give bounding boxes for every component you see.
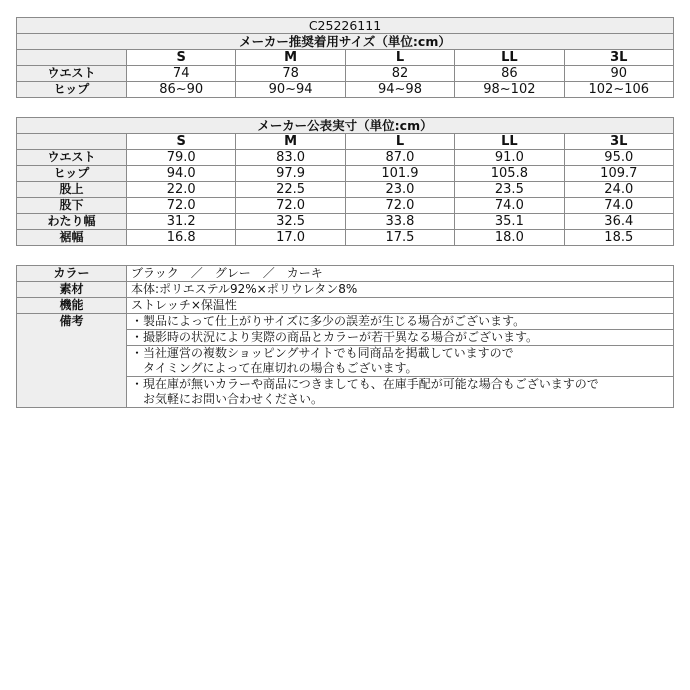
- cell-value: 87.0: [345, 150, 454, 166]
- info-row-color: [17, 266, 674, 282]
- cell-value: 18.0: [455, 230, 564, 246]
- size-header: M: [236, 134, 345, 150]
- actual-size-title: メーカー公表実寸（単位:cm）: [17, 118, 674, 134]
- note-block: [127, 346, 674, 377]
- cell-value: 94~98: [345, 82, 454, 98]
- cell-value: 91.0: [455, 150, 564, 166]
- size-header: L: [345, 134, 454, 150]
- info-label: 機能: [17, 298, 127, 314]
- row-label: ヒップ: [17, 166, 127, 182]
- cell-value: 90~94: [236, 82, 345, 98]
- cell-value: 78: [236, 66, 345, 82]
- cell-value: 33.8: [345, 214, 454, 230]
- recommended-size-title: メーカー推奨着用サイズ（単位:cm）: [17, 34, 674, 50]
- note-line: ・製品によって仕上がりサイズに多少の誤差が生じる場合がございます。: [127, 314, 674, 330]
- row-label: ヒップ: [17, 82, 127, 98]
- cell-value: 17.0: [236, 230, 345, 246]
- info-label: 備考: [17, 314, 127, 408]
- cell-value: 86~90: [127, 82, 236, 98]
- cell-value: 94.0: [127, 166, 236, 182]
- actual-size-table: [16, 117, 674, 246]
- note-block: [127, 377, 674, 408]
- cell-value: 74: [127, 66, 236, 82]
- cell-value: 22.0: [127, 182, 236, 198]
- cell-value: 79.0: [127, 150, 236, 166]
- table-row: [17, 66, 674, 82]
- cell-value: 23.5: [455, 182, 564, 198]
- info-row-notes: [17, 314, 674, 330]
- cell-value: 32.5: [236, 214, 345, 230]
- corner-cell: [17, 50, 127, 66]
- cell-value: 72.0: [236, 198, 345, 214]
- cell-value: 36.4: [564, 214, 673, 230]
- info-row-material: [17, 282, 674, 298]
- cell-value: 105.8: [455, 166, 564, 182]
- row-label: ウエスト: [17, 66, 127, 82]
- row-label: ウエスト: [17, 150, 127, 166]
- table-row: [17, 198, 674, 214]
- info-row-function: [17, 298, 674, 314]
- cell-value: 74.0: [564, 198, 673, 214]
- cell-value: 24.0: [564, 182, 673, 198]
- note-line: ・現在庫が無いカラーや商品につきましても、在庫手配が可能な場合もございますので: [131, 377, 599, 391]
- cell-value: 95.0: [564, 150, 673, 166]
- function-value: ストレッチ×保温性: [127, 298, 674, 314]
- size-header: M: [236, 50, 345, 66]
- material-value: 本体:ポリエステル92%×ポリウレタン8%: [127, 282, 674, 298]
- cell-value: 109.7: [564, 166, 673, 182]
- cell-value: 22.5: [236, 182, 345, 198]
- color-value: ブラック ／ グレー ／ カーキ: [127, 266, 674, 282]
- size-header: LL: [455, 134, 564, 150]
- product-info-table: [16, 265, 674, 408]
- size-header: S: [127, 50, 236, 66]
- note-line: ・当社運営の複数ショッピングサイトでも同商品を掲載していますので: [131, 346, 514, 360]
- info-label: カラー: [17, 266, 127, 282]
- cell-value: 82: [345, 66, 454, 82]
- note-line: タイミングによって在庫切れの場合もございます。: [131, 361, 418, 375]
- cell-value: 86: [455, 66, 564, 82]
- row-label: 裾幅: [17, 230, 127, 246]
- table-row: [17, 150, 674, 166]
- note-line: ・撮影時の状況により実際の商品とカラーが若干異なる場合がございます。: [127, 330, 674, 346]
- table-row: [17, 182, 674, 198]
- cell-value: 23.0: [345, 182, 454, 198]
- cell-value: 90: [564, 66, 673, 82]
- table-row: [17, 214, 674, 230]
- cell-value: 74.0: [455, 198, 564, 214]
- size-header-row: [17, 50, 674, 66]
- table-row: [17, 82, 674, 98]
- cell-value: 35.1: [455, 214, 564, 230]
- size-header: L: [345, 50, 454, 66]
- size-header: 3L: [564, 134, 673, 150]
- size-header: LL: [455, 50, 564, 66]
- size-header: S: [127, 134, 236, 150]
- row-label: わたり幅: [17, 214, 127, 230]
- cell-value: 97.9: [236, 166, 345, 182]
- cell-value: 16.8: [127, 230, 236, 246]
- row-label: 股上: [17, 182, 127, 198]
- info-label: 素材: [17, 282, 127, 298]
- cell-value: 102~106: [564, 82, 673, 98]
- size-header-row: [17, 134, 674, 150]
- product-code: C25226111: [17, 18, 674, 34]
- row-label: 股下: [17, 198, 127, 214]
- table-row: [17, 230, 674, 246]
- corner-cell: [17, 134, 127, 150]
- cell-value: 17.5: [345, 230, 454, 246]
- cell-value: 31.2: [127, 214, 236, 230]
- note-line: お気軽にお問い合わせください。: [131, 392, 324, 406]
- cell-value: 83.0: [236, 150, 345, 166]
- recommended-size-table: [16, 17, 674, 98]
- table-row: [17, 166, 674, 182]
- cell-value: 18.5: [564, 230, 673, 246]
- cell-value: 98~102: [455, 82, 564, 98]
- cell-value: 72.0: [345, 198, 454, 214]
- cell-value: 72.0: [127, 198, 236, 214]
- size-header: 3L: [564, 50, 673, 66]
- cell-value: 101.9: [345, 166, 454, 182]
